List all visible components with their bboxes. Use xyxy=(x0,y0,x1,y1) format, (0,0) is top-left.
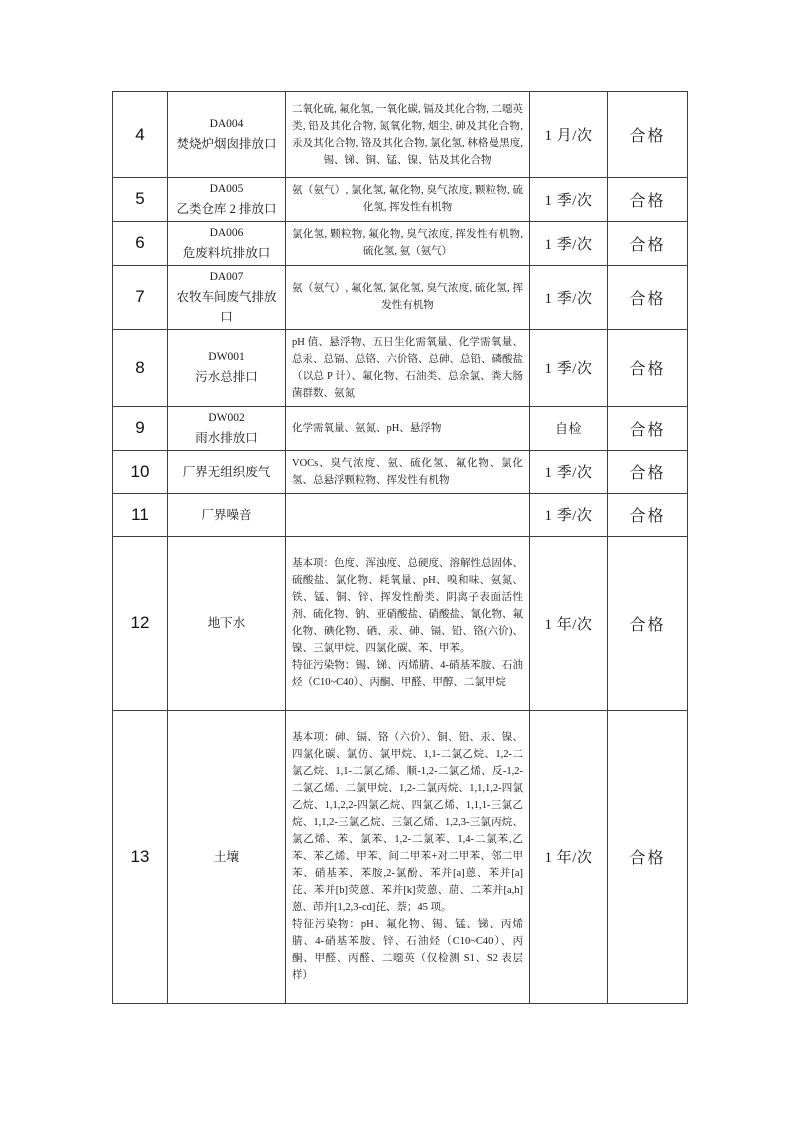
result-text: 合格 xyxy=(629,465,666,483)
station-name: 土壤 xyxy=(213,849,239,864)
items-cell xyxy=(286,92,530,178)
row-number: 7 xyxy=(135,287,145,307)
frequency-text: 1 季/次 xyxy=(544,290,593,307)
row-number-cell xyxy=(113,178,168,222)
table-row xyxy=(113,221,688,265)
frequency-cell xyxy=(530,493,608,536)
frequency-cell xyxy=(530,406,608,450)
row-number-cell xyxy=(113,536,168,710)
row-number-cell xyxy=(113,329,168,406)
station-cell xyxy=(168,710,286,1003)
result-cell xyxy=(608,450,688,493)
table-row xyxy=(113,178,688,222)
station-name: 危废料坑排放口 xyxy=(182,245,271,260)
frequency-text: 1 季/次 xyxy=(544,465,593,482)
station-code: DW002 xyxy=(208,411,245,424)
items-text: 氨（氨气）, 氟化氢, 氯化氢, 臭气浓度, 硫化氢, 挥发性有机物 xyxy=(292,283,523,312)
row-number: 5 xyxy=(135,189,145,209)
station-name: 焚烧炉烟囱排放口 xyxy=(176,136,277,151)
items-cell xyxy=(286,221,530,265)
result-text: 合格 xyxy=(629,616,666,634)
station-cell xyxy=(168,329,286,406)
row-number: 10 xyxy=(130,461,150,481)
station-cell xyxy=(168,450,286,493)
frequency-cell xyxy=(530,536,608,710)
row-number-cell xyxy=(113,221,168,265)
table-row xyxy=(113,710,688,1003)
items-special-text: 特征污染物：锡、锑、丙烯腈、4-硝基苯胺、石油烃（C10~C40）、丙酮、甲醛、甲醇、二氯甲烷 xyxy=(292,660,523,689)
table-row xyxy=(113,92,688,178)
row-number-cell xyxy=(113,92,168,178)
items-text: 化学需氧量、氨氮、pH、悬浮物 xyxy=(292,422,442,434)
table-row xyxy=(113,536,688,710)
station-name: 乙类仓库 2 排放口 xyxy=(176,201,277,216)
monitoring-table xyxy=(112,91,688,1004)
table-row xyxy=(113,493,688,536)
monitoring-table-body xyxy=(113,92,688,1004)
items-text: VOCs、臭气浓度、氨、硫化氢、氟化物、氯化氢、总悬浮颗粒物、挥发性有机物 xyxy=(292,457,523,486)
station-cell xyxy=(168,406,286,450)
items-cell xyxy=(286,710,530,1003)
items-text: 氨（氨气）, 氯化氢, 氟化物, 臭气浓度, 颗粒物, 硫化氢, 挥发性有机物 xyxy=(292,185,523,214)
items-special-text: 特征污染物：pH、氟化物、锡、锰、锑、丙烯腈、4-硝基苯胺、锌、石油烃（C10~C40）、丙酮、甲醛、丙醛、二噁英（仅检测 S1、S2 表层样） xyxy=(292,919,523,982)
table-row xyxy=(113,406,688,450)
frequency-text: 1 年/次 xyxy=(544,616,593,633)
result-text: 合格 xyxy=(629,508,666,526)
frequency-cell xyxy=(530,265,608,329)
row-number-cell xyxy=(113,450,168,493)
frequency-cell xyxy=(530,450,608,493)
station-code: DA005 xyxy=(209,183,244,195)
frequency-cell xyxy=(530,329,608,406)
table-row xyxy=(113,450,688,493)
station-code: DA006 xyxy=(209,226,244,239)
frequency-text: 1 年/次 xyxy=(544,850,593,867)
station-code: DA007 xyxy=(209,270,244,283)
station-code: DA004 xyxy=(209,118,244,131)
result-cell xyxy=(608,221,688,265)
row-number: 12 xyxy=(130,613,150,633)
row-number: 4 xyxy=(135,124,145,144)
result-text: 合格 xyxy=(629,850,666,868)
items-basic-text: 基本项：色度、浑浊度、总硬度、溶解性总固体、硫酸盐、氯化物、耗氧量、pH、嗅和味、氨氮、铁、锰、铜、锌、挥发性酚类、阴离子表面活性剂、硫化物、钠、亚硝酸盐、硝酸盐、氰化物、氟化物、碘化物、硒、汞、砷、镉、铅、铬(六价)、镍、三氯甲烷、四氯化碳、苯、甲苯。 xyxy=(292,558,523,655)
frequency-cell xyxy=(530,178,608,222)
frequency-text: 1 季/次 xyxy=(544,236,593,253)
frequency-text: 1 月/次 xyxy=(544,128,593,144)
items-cell xyxy=(286,450,530,493)
items-text: 二氧化硫, 氟化氢, 一氧化碳, 镉及其化合物, 二噁英类, 铅及其化合物, 氮氧化物, 烟尘, 砷及其化合物, 汞及其化合物, 铬及其化合物, 氯化氢, 林格曼黑度, 锡、锑、铜、锰、镍、钴及其化合物 xyxy=(292,103,523,166)
station-name: 地下水 xyxy=(207,616,246,631)
row-number-cell xyxy=(113,406,168,450)
frequency-text: 1 季/次 xyxy=(544,508,593,525)
row-number: 6 xyxy=(135,233,145,253)
frequency-text: 1 季/次 xyxy=(544,361,593,378)
station-cell xyxy=(168,265,286,329)
result-cell xyxy=(608,329,688,406)
result-text: 合格 xyxy=(629,128,666,145)
station-name: 农牧车间废气排放口 xyxy=(176,289,277,324)
items-cell xyxy=(286,329,530,406)
frequency-cell xyxy=(530,221,608,265)
result-cell xyxy=(608,536,688,710)
result-cell xyxy=(608,178,688,222)
row-number: 13 xyxy=(130,846,150,866)
station-cell xyxy=(168,536,286,710)
result-text: 合格 xyxy=(629,421,666,439)
row-number: 11 xyxy=(131,504,149,524)
result-cell xyxy=(608,493,688,536)
items-cell xyxy=(286,178,530,222)
station-cell xyxy=(168,178,286,222)
table-row xyxy=(113,329,688,406)
row-number: 9 xyxy=(135,418,145,438)
result-cell xyxy=(608,265,688,329)
items-basic-text: 基本项：砷、镉、铬（六价）、铜、铅、汞、镍、四氯化碳、氯仿、氯甲烷、1,1-二氯乙烷、1,2-二氯乙烷、1,1-二氯乙烯、顺-1,2-二氯乙烯、反-1,2-二氯乙烯、二氯甲烷、1,2-二氯丙烷、1,1,1,2-四氯乙烷、1,1,2,2-四氯乙烷、四氯乙烯、1,1,1-三氯乙烷、1,1,2-三氯乙烷、三氯乙烯、1,2,3-三氯丙烷、氯乙烯、苯、氯苯、1,2-二氯苯、1,4-二氯苯,乙苯、苯乙烯、甲苯、间二甲苯+对二甲苯、邻二甲苯、硝基苯、苯胺,2-氯酚、苯并[a]蒽、苯并[a]芘、苯并[b]荧蒽、苯并[k]荧蒽、䓛、二苯并[a,h]蒽、茚并[1,2,3-cd]芘、萘；45 项。 xyxy=(292,732,523,914)
frequency-text: 1 季/次 xyxy=(544,192,593,209)
result-text: 合格 xyxy=(629,236,666,254)
result-text: 合格 xyxy=(629,290,666,308)
row-number: 8 xyxy=(135,357,145,377)
station-cell xyxy=(168,92,286,178)
station-name: 厂界噪音 xyxy=(201,507,252,522)
station-name: 污水总排口 xyxy=(195,370,258,385)
station-name: 雨水排放口 xyxy=(195,430,258,445)
station-cell xyxy=(168,221,286,265)
frequency-cell xyxy=(530,710,608,1003)
items-text: pH 值、悬浮物、五日生化需氧量、化学需氧量、总汞、总镉、总铬、六价铬、总砷、总铅、磷酸盐（以总 P 计）、氟化物、石油类、总余氯、粪大肠菌群数、氨氮 xyxy=(292,336,523,399)
frequency-text: 自检 xyxy=(554,421,582,437)
items-text: 氯化氢, 颗粒物, 氟化物, 臭气浓度, 挥发性有机物, 硫化氢, 氨（氨气） xyxy=(292,229,523,258)
station-name: 厂界无组织废气 xyxy=(182,464,271,479)
station-code: DW001 xyxy=(208,351,245,364)
result-text: 合格 xyxy=(629,192,666,210)
row-number-cell xyxy=(113,710,168,1003)
result-text: 合格 xyxy=(629,361,666,379)
frequency-cell xyxy=(530,92,608,178)
station-cell xyxy=(168,493,286,536)
items-cell xyxy=(286,406,530,450)
items-cell xyxy=(286,265,530,329)
items-cell xyxy=(286,536,530,710)
result-cell xyxy=(608,710,688,1003)
items-cell xyxy=(286,493,530,536)
table-row xyxy=(113,265,688,329)
result-cell xyxy=(608,92,688,178)
row-number-cell xyxy=(113,493,168,536)
result-cell xyxy=(608,406,688,450)
row-number-cell xyxy=(113,265,168,329)
